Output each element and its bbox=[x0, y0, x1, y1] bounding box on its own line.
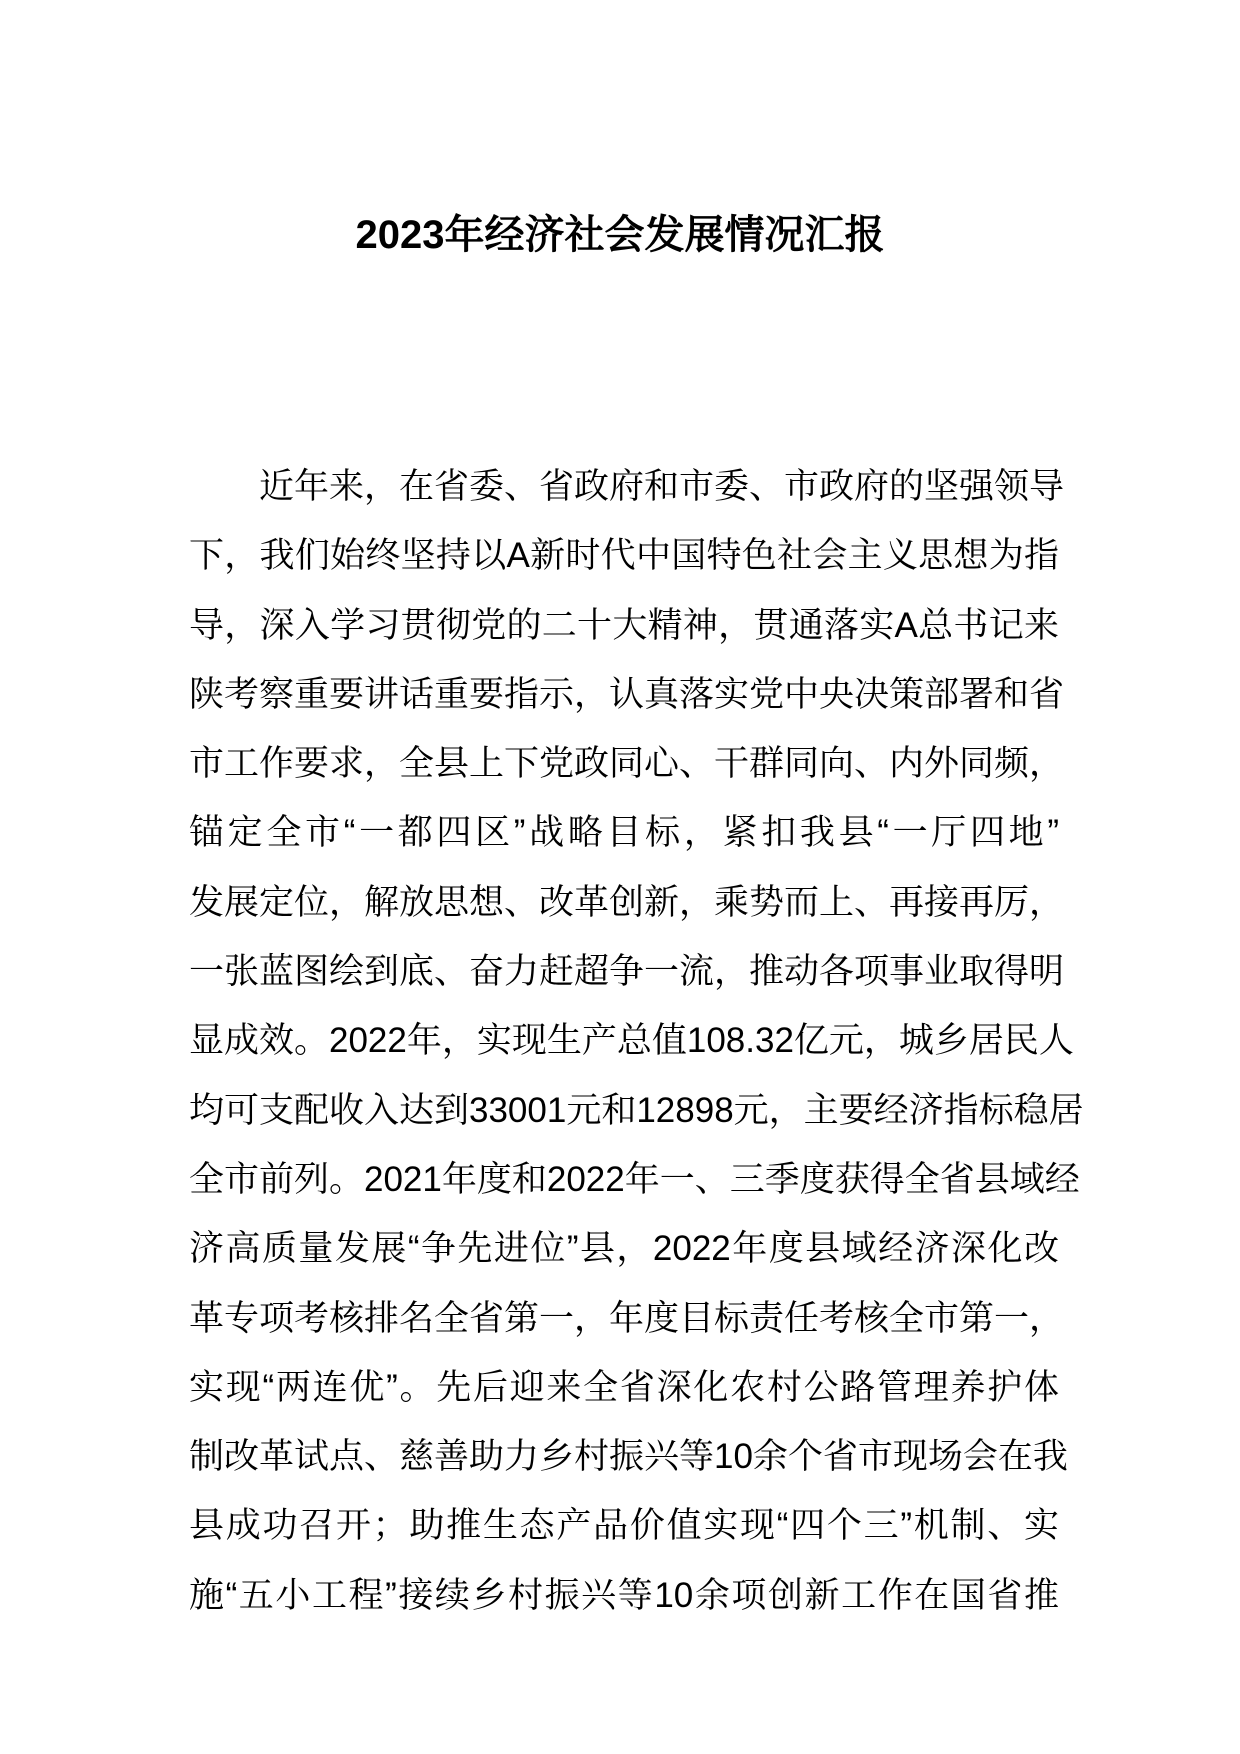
paragraph-line: 陕考察重要讲话重要指示，认真落实党中央决策部署和省 bbox=[189, 674, 1065, 714]
paragraph-line: 施“五小工程”接续乡村振兴等10余项创新工作在国省推 bbox=[189, 1575, 1059, 1615]
paragraph-line: 革专项考核排名全省第一，年度目标责任考核全市第一， bbox=[189, 1298, 1065, 1338]
paragraph-line: 下，我们始终坚持以A新时代中国特色社会主义思想为指 bbox=[189, 536, 1059, 576]
paragraph-line: 全市前列。2021年度和2022年一、三季度获得全省县域经 bbox=[189, 1159, 1080, 1199]
document-title: 2023年经济社会发展情况汇报 bbox=[355, 213, 885, 257]
paragraph-line: 济高质量发展“争先进位”县，2022年度县域经济深化改 bbox=[189, 1229, 1059, 1269]
document-body bbox=[189, 452, 1084, 1630]
paragraph-line: 制改革试点、慈善助力乡村振兴等10余个省市现场会在我 bbox=[189, 1437, 1068, 1477]
paragraph-line: 实现“两连优”。先后迎来全省深化农村公路管理养护体 bbox=[189, 1367, 1059, 1407]
paragraph-line: 近年来，在省委、省政府和市委、市政府的坚强领导 bbox=[259, 467, 1065, 506]
paragraph-line: 导，深入学习贯彻党的二十大精神，贯通落实A总书记来 bbox=[189, 605, 1059, 645]
paragraph-line: 显成效。2022年，实现生产总值108.32亿元，城乡居民人 bbox=[189, 1021, 1074, 1061]
paragraph-line: 锚定全市“一都四区”战略目标，紧扣我县“一厅四地” bbox=[189, 813, 1059, 853]
paragraph-line: 发展定位，解放思想、改革创新，乘势而上、再接再厉， bbox=[189, 882, 1065, 922]
paragraph-line: 一张蓝图绘到底、奋力赶超争一流，推动各项事业取得明 bbox=[189, 952, 1065, 992]
paragraph-line: 县成功召开；助推生态产品价值实现“四个三”机制、实 bbox=[189, 1506, 1059, 1546]
paragraph-line: 市工作要求，全县上下党政同心、干群同向、内外同频， bbox=[189, 744, 1065, 784]
paragraph-line: 均可支配收入达到33001元和12898元，主要经济指标稳居 bbox=[189, 1090, 1084, 1130]
